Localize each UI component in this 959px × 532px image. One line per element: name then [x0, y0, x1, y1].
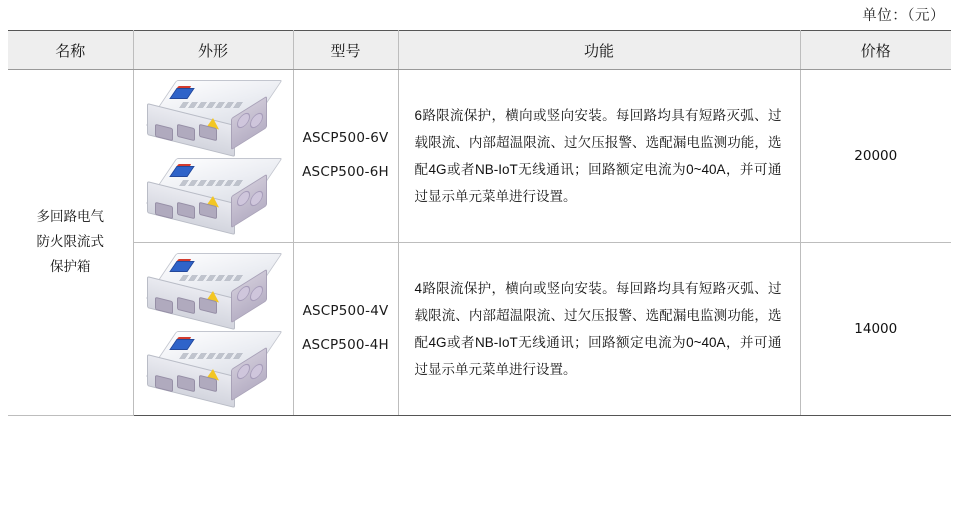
device-unit-upper [147, 253, 279, 327]
product-name-line-3: 保护箱 [50, 258, 91, 274]
device-box-illustration [138, 253, 288, 405]
device-unit-upper [147, 80, 279, 154]
model-code-1: ASCP500-6V [302, 130, 389, 147]
product-function-cell: 4路限流保护，横向或竖向安装。每回路均具有短路灭弧、过载限流、内部超温限流、过欠压报警、选配漏电监测功能，选配4G或者NB-IoT无线通讯；回路额定电流为0~40A，并可通过显示单元菜单进行设置。 [398, 243, 800, 416]
product-shape-cell [133, 243, 293, 416]
product-name-line-1: 多回路电气 [36, 209, 104, 225]
model-code-1: ASCP500-4V [302, 303, 389, 320]
product-function-cell: 6路限流保护，横向或竖向安装。每回路均具有短路灭弧、过载限流、内部超温限流、过欠压报警、选配漏电监测功能，选配4G或者NB-IoT无线通讯；回路额定电流为0~40A，并可通过显示单元菜单进行设置。 [398, 70, 800, 243]
product-price-cell: 20000 [800, 70, 951, 243]
product-name-line-2: 防火限流式 [36, 234, 104, 250]
product-price-cell: 14000 [800, 243, 951, 416]
column-header-model: 型号 [293, 31, 398, 70]
unit-note: 单位：（元） [862, 8, 945, 24]
product-model-cell [293, 243, 398, 416]
column-header-function: 功能 [398, 31, 800, 70]
table-header [8, 31, 951, 70]
product-shape-cell [133, 70, 293, 243]
device-box-illustration [138, 80, 288, 232]
model-code-2: ASCP500-6H [302, 164, 389, 180]
column-header-price: 价格 [800, 31, 951, 70]
device-unit-lower [147, 158, 279, 232]
column-header-name: 名称 [8, 31, 133, 70]
specification-table [8, 30, 951, 416]
model-code-2: ASCP500-4H [302, 337, 389, 353]
device-label-strip [179, 102, 245, 108]
table-body [8, 70, 951, 416]
device-label-strip [179, 353, 245, 359]
device-label-strip [179, 275, 245, 281]
table-header-row [8, 31, 951, 70]
table-row [8, 70, 951, 243]
device-unit-lower [147, 331, 279, 405]
table-row [8, 243, 951, 416]
product-model-cell [293, 70, 398, 243]
column-header-shape: 外形 [133, 31, 293, 70]
device-label-strip [179, 180, 245, 186]
product-name-cell [8, 70, 133, 416]
